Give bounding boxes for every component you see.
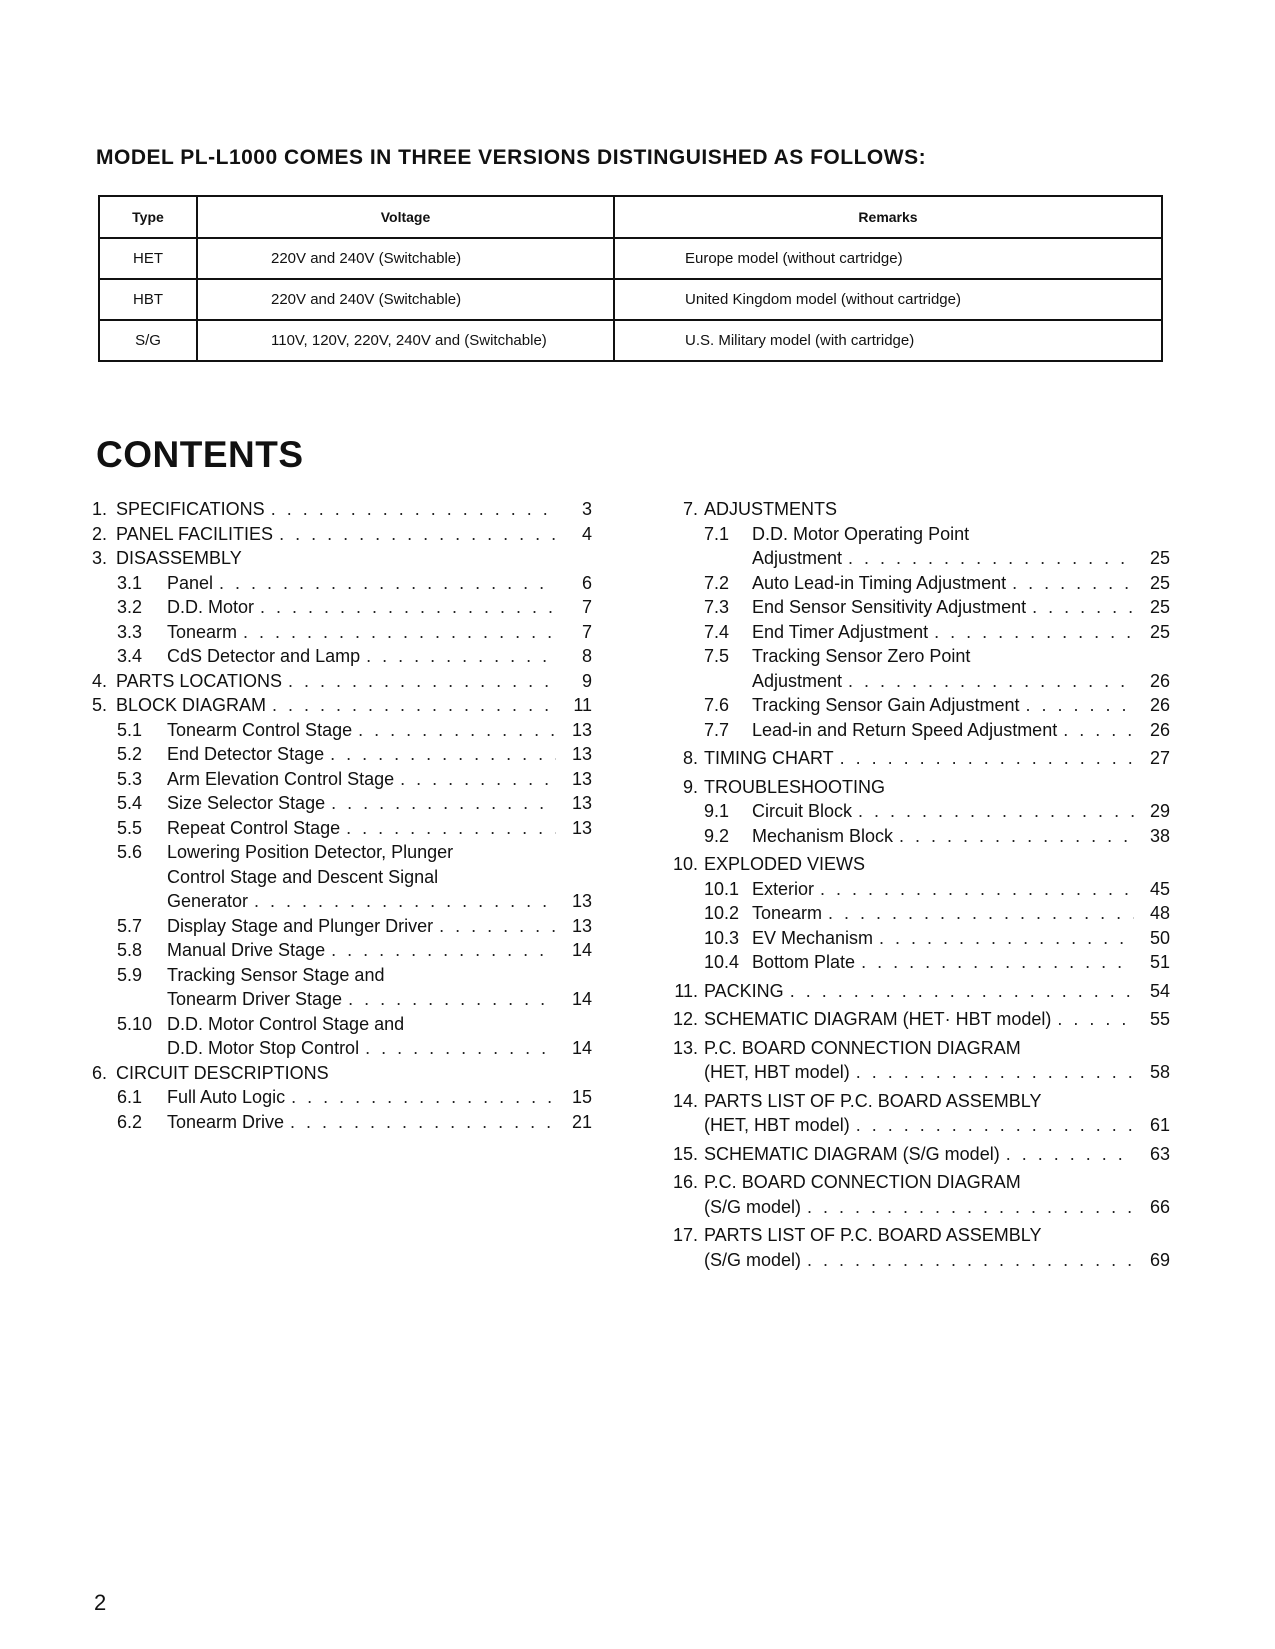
toc-entry-number: 3.1: [117, 572, 143, 593]
toc-entry-title: P.C. BOARD CONNECTION DIAGRAM: [704, 1037, 1021, 1058]
toc-entry-number: 1.: [92, 499, 108, 519]
table-row: [99, 279, 1162, 320]
toc-entry-number: 10.2: [704, 903, 740, 923]
toc-entry-page: 13: [571, 744, 592, 764]
toc-entry-page: 21: [571, 1111, 592, 1132]
toc-entry[interactable]: [660, 926, 1170, 951]
toc-entry-number: 7.4: [704, 621, 730, 642]
toc-entry[interactable]: [92, 1061, 592, 1086]
toc-entry-number: 5.2: [117, 744, 143, 764]
toc-leader-dots: [848, 546, 1134, 571]
toc-entry-page: 13: [571, 915, 592, 936]
toc-entry-number: 5.10: [117, 1013, 153, 1034]
toc-entry-page: 25: [1149, 621, 1170, 642]
toc-entry-title: Panel: [167, 572, 214, 593]
toc-entry[interactable]: [660, 522, 1170, 571]
toc-entry[interactable]: [660, 1223, 1170, 1272]
toc-entry-number: 12.: [672, 1009, 698, 1029]
toc-entry[interactable]: [660, 799, 1170, 824]
toc-leader-dots: [254, 889, 556, 914]
toc-entry-page: 7: [581, 621, 592, 642]
toc-entry-title: Full Auto Logic: [167, 1087, 286, 1107]
toc-entry-title: D.D. Motor Operating Point: [752, 523, 970, 544]
toc-entry-title: TROUBLESHOOTING: [704, 776, 886, 797]
toc-entry[interactable]: [92, 1012, 592, 1061]
toc-leader-dots: [934, 620, 1134, 645]
toc-entry[interactable]: [92, 1085, 592, 1110]
toc-entry-title: BLOCK DIAGRAM: [116, 695, 267, 715]
toc-leader-dots: [1012, 571, 1134, 596]
toc-entry[interactable]: [92, 742, 592, 767]
toc-entry-number: 8.: [682, 748, 698, 768]
toc-entry-title: Tonearm Drive: [167, 1111, 285, 1132]
toc-entry[interactable]: [92, 840, 592, 914]
toc-entry-title: Repeat Control Stage: [167, 817, 341, 838]
toc-entry-title: EXPLODED VIEWS: [704, 854, 866, 874]
toc-entry-number: 13.: [672, 1037, 698, 1058]
toc-entry-number: 9.: [682, 776, 698, 797]
toc-entry-title: Size Selector Stage: [167, 793, 326, 813]
toc-leader-dots: [279, 522, 556, 547]
toc-entry-page: 58: [1149, 1062, 1170, 1082]
toc-leader-dots: [828, 901, 1134, 926]
toc-entry[interactable]: [92, 791, 592, 816]
toc-entry-title: D.D. Motor Control Stage and: [167, 1013, 405, 1034]
toc-entry[interactable]: [660, 620, 1170, 645]
header-type: Type: [99, 196, 197, 238]
toc-entry[interactable]: [92, 546, 592, 571]
cell-remarks: United Kingdom model (without cartridge): [614, 279, 1162, 320]
toc-leader-dots: [366, 644, 556, 669]
toc-entry-number: 3.: [92, 548, 108, 568]
toc-entry-number: 9.2: [704, 825, 730, 846]
toc-entry-number: 7.: [682, 499, 698, 519]
toc-entry-title: Tonearm: [752, 903, 823, 923]
toc-entry-number: 15.: [672, 1143, 698, 1164]
toc-entry[interactable]: [92, 595, 592, 620]
toc-entry-number: 3.3: [117, 621, 143, 642]
toc-entry-page: 3: [581, 499, 592, 519]
toc-entry-number: 10.3: [704, 927, 740, 948]
toc-entry-page: 13: [571, 891, 592, 911]
toc-entry-title-continued: Control Stage and Descent Signal: [167, 866, 439, 887]
toc-entry-page: 13: [571, 768, 592, 789]
toc-entry-number: 4.: [92, 670, 108, 691]
toc-entry-page: 63: [1149, 1143, 1170, 1164]
toc-entry-title: End Detector Stage: [167, 744, 325, 764]
toc-entry-number: 5.8: [117, 940, 143, 960]
toc-entry-number: 5.7: [117, 915, 143, 936]
toc-entry-page: 45: [1149, 878, 1170, 899]
toc-leader-dots: [848, 669, 1134, 694]
page-number: 2: [94, 1590, 107, 1615]
toc-entry-title: SPECIFICATIONS: [116, 499, 265, 519]
toc-entry-title-continued: Generator: [167, 891, 249, 911]
toc-entry-title: Tracking Sensor Zero Point: [752, 646, 971, 666]
toc-leader-dots: [856, 1113, 1134, 1138]
toc-entry-number: 10.: [672, 854, 698, 874]
toc-entry-title-continued: Adjustment: [752, 548, 843, 568]
toc-entry[interactable]: [660, 1089, 1170, 1138]
toc-entry[interactable]: [92, 718, 592, 743]
toc-entry-number: 7.2: [704, 572, 730, 593]
toc-entry-number: 5.3: [117, 768, 143, 789]
toc-entry[interactable]: [92, 669, 592, 694]
toc-entry[interactable]: [660, 979, 1170, 1004]
toc-leader-dots: [291, 1085, 556, 1110]
toc-entry-number: 5.9: [117, 964, 143, 985]
toc-entry-number: 6.1: [117, 1087, 143, 1107]
toc-entry-number: 6.: [92, 1062, 108, 1083]
toc-entry-title: Exterior: [752, 878, 815, 899]
toc-entry-page: 51: [1149, 952, 1170, 972]
toc-entry-number: 16.: [672, 1172, 698, 1192]
toc-entry-number: 7.5: [704, 646, 730, 666]
toc-entry-title: PANEL FACILITIES: [116, 523, 274, 544]
toc-entry-number: 9.1: [704, 801, 730, 821]
toc-leader-dots: [807, 1248, 1134, 1273]
toc-entry-page: 14: [571, 1038, 592, 1058]
toc-entry[interactable]: [92, 620, 592, 645]
toc-entry-title: SCHEMATIC DIAGRAM (S/G model): [704, 1143, 1000, 1164]
toc-entry-page: 4: [581, 523, 592, 544]
toc-entry-title: PARTS LIST OF P.C. BOARD ASSEMBLY: [704, 1225, 1042, 1245]
toc-entry-number: 5.1: [117, 719, 143, 740]
toc-entry-title-continued: D.D. Motor Stop Control: [167, 1038, 360, 1058]
toc-entry-page: 15: [571, 1087, 592, 1107]
toc-leader-dots: [807, 1195, 1134, 1220]
toc-entry-title: Arm Elevation Control Stage: [167, 768, 395, 789]
table-header-row: [99, 196, 1162, 238]
toc-entry-title: TIMING CHART: [704, 748, 834, 768]
cell-voltage: 220V and 240V (Switchable): [197, 238, 614, 279]
toc-entry-title: CdS Detector and Lamp: [167, 646, 361, 666]
toc-entry-title: ADJUSTMENTS: [704, 499, 838, 519]
toc-entry-page: 26: [1149, 670, 1170, 691]
toc-entry-title: Auto Lead-in Timing Adjustment: [752, 572, 1007, 593]
toc-entry[interactable]: [660, 644, 1170, 693]
toc-entry[interactable]: [660, 775, 1170, 800]
toc-entry-title: Mechanism Block: [752, 825, 894, 846]
toc-entry-page: 48: [1149, 903, 1170, 923]
toc-leader-dots: [330, 742, 556, 767]
toc-entry[interactable]: [660, 746, 1170, 771]
toc-leader-dots: [439, 914, 556, 939]
toc-entry-page: 54: [1149, 980, 1170, 1001]
toc-entry-title: Bottom Plate: [752, 952, 856, 972]
toc-leader-dots: [348, 987, 556, 1012]
toc-entry-title: CIRCUIT DESCRIPTIONS: [116, 1062, 329, 1083]
toc-entry[interactable]: [660, 497, 1170, 522]
toc-leader-dots: [331, 938, 556, 963]
toc-entry-number: 17.: [672, 1225, 698, 1245]
toc-entry-page: 26: [1149, 695, 1170, 715]
toc-entry-page: 38: [1149, 825, 1170, 846]
toc-entry-number: 3.4: [117, 646, 143, 666]
toc-entry-page: 27: [1149, 748, 1170, 768]
cell-remarks: Europe model (without cartridge): [614, 238, 1162, 279]
toc-entry-title: D.D. Motor: [167, 597, 255, 617]
toc-leader-dots: [271, 497, 556, 522]
toc-leader-dots: [1006, 1142, 1134, 1167]
toc-leader-dots: [879, 926, 1134, 951]
toc-entry[interactable]: [660, 1170, 1170, 1219]
toc-entry[interactable]: [92, 1110, 592, 1135]
cell-voltage: 110V, 120V, 220V, 240V and (Switchable): [197, 320, 614, 361]
toc-entry-title: PARTS LIST OF P.C. BOARD ASSEMBLY: [704, 1090, 1042, 1111]
toc-leader-dots: [899, 824, 1134, 849]
toc-leader-dots: [858, 799, 1134, 824]
toc-entry[interactable]: [660, 571, 1170, 596]
toc-entry-title: Lowering Position Detector, Plunger: [167, 842, 454, 862]
header-remarks: Remarks: [614, 196, 1162, 238]
toc-entry-title: Tonearm Control Stage: [167, 719, 353, 740]
toc-entry[interactable]: [660, 877, 1170, 902]
toc-entry-title-continued: Adjustment: [752, 670, 843, 691]
toc-leader-dots: [243, 620, 556, 645]
toc-entry[interactable]: [660, 824, 1170, 849]
toc-entry-title: End Timer Adjustment: [752, 621, 929, 642]
cell-voltage: 220V and 240V (Switchable): [197, 279, 614, 320]
toc-entry-title: EV Mechanism: [752, 927, 874, 948]
toc-entry[interactable]: [660, 1142, 1170, 1167]
toc-entry[interactable]: [92, 963, 592, 1012]
cell-type: HBT: [99, 279, 197, 320]
toc-entry-number: 7.1: [704, 523, 730, 544]
toc-leader-dots: [290, 1110, 556, 1135]
toc-entry-page: 25: [1149, 548, 1170, 568]
versions-heading: MODEL PL-L1000 COMES IN THREE VERSIONS DISTINGUISHED AS FOLLOWS:: [96, 146, 927, 169]
toc-entry-title: DISASSEMBLY: [116, 548, 242, 568]
toc-entry-page: 11: [573, 695, 592, 715]
toc-entry[interactable]: [660, 901, 1170, 926]
toc-entry-page: 9: [581, 670, 592, 691]
toc-entry-number: 3.2: [117, 597, 143, 617]
toc-entry-title: P.C. BOARD CONNECTION DIAGRAM: [704, 1172, 1021, 1192]
toc-entry-page: 55: [1149, 1009, 1170, 1029]
toc-entry-title: PARTS LOCATIONS: [116, 670, 283, 691]
toc-entry-number: 5.6: [117, 842, 143, 862]
toc-entry[interactable]: [660, 595, 1170, 620]
toc-entry-number: 10.4: [704, 952, 740, 972]
toc-entry[interactable]: [92, 816, 592, 841]
toc-entry-title-continued: (S/G model): [704, 1249, 802, 1270]
toc-entry-title: Tracking Sensor Gain Adjustment: [752, 695, 1020, 715]
toc-entry[interactable]: [92, 914, 592, 939]
toc-entry-page: 8: [581, 646, 592, 666]
toc-entry-title-continued: (HET, HBT model): [704, 1062, 850, 1082]
toc-left-column: [92, 497, 592, 1134]
toc-entry-title-continued: Tonearm Driver Stage: [167, 989, 343, 1009]
versions-table: [98, 195, 1163, 362]
toc-leader-dots: [219, 571, 556, 596]
toc-entry-number: 5.4: [117, 793, 143, 813]
toc-leader-dots: [840, 746, 1134, 771]
toc-entry-page: 6: [581, 572, 592, 593]
toc-entry-number: 10.1: [704, 878, 740, 899]
toc-entry-page: 26: [1149, 719, 1170, 740]
toc-entry-page: 14: [571, 940, 592, 960]
toc-entry[interactable]: [660, 1007, 1170, 1032]
toc-entry-number: 5.5: [117, 817, 143, 838]
toc-leader-dots: [861, 950, 1134, 975]
toc-entry-number: 14.: [672, 1090, 698, 1111]
toc-entry-title: SCHEMATIC DIAGRAM (HET· HBT model): [704, 1009, 1052, 1029]
toc-leader-dots: [288, 669, 556, 694]
toc-entry-number: 6.2: [117, 1111, 143, 1132]
toc-entry[interactable]: [92, 522, 592, 547]
toc-leader-dots: [331, 791, 556, 816]
toc-entry-page: 66: [1149, 1196, 1170, 1217]
toc-leader-dots: [260, 595, 556, 620]
toc-entry-title: Manual Drive Stage: [167, 940, 326, 960]
toc-entry-page: 61: [1149, 1115, 1170, 1135]
toc-leader-dots: [1025, 693, 1134, 718]
toc-entry[interactable]: [660, 718, 1170, 743]
toc-entry-number: 5.: [92, 695, 108, 715]
table-row: [99, 238, 1162, 279]
toc-right-column: [660, 497, 1170, 1272]
cell-type: HET: [99, 238, 197, 279]
toc-entry-number: 7.7: [704, 719, 730, 740]
toc-leader-dots: [1063, 718, 1134, 743]
toc-leader-dots: [365, 1036, 556, 1061]
toc-entry-page: 13: [571, 793, 592, 813]
toc-entry-page: 14: [571, 989, 592, 1009]
toc-entry[interactable]: [660, 693, 1170, 718]
toc-leader-dots: [358, 718, 556, 743]
contents-title: CONTENTS: [96, 434, 304, 475]
toc-entry[interactable]: [92, 497, 592, 522]
toc-entry-title: Tracking Sensor Stage and: [167, 964, 385, 985]
toc-entry-number: 7.3: [704, 597, 730, 617]
toc-entry[interactable]: [660, 1036, 1170, 1085]
toc-entry-page: 25: [1149, 597, 1170, 617]
toc-entry-number: 11.: [674, 980, 698, 1001]
toc-entry-page: 29: [1149, 801, 1170, 821]
toc-leader-dots: [1032, 595, 1134, 620]
toc-entry-title: Lead-in and Return Speed Adjustment: [752, 719, 1058, 740]
toc-entry[interactable]: [92, 693, 592, 718]
toc-entry-number: 7.6: [704, 695, 730, 715]
toc-entry-title: Display Stage and Plunger Driver: [167, 915, 434, 936]
toc-entry-page: 50: [1149, 927, 1170, 948]
table-row: [99, 320, 1162, 361]
toc-entry-page: 25: [1149, 572, 1170, 593]
cell-remarks: U.S. Military model (with cartridge): [614, 320, 1162, 361]
toc-leader-dots: [400, 767, 556, 792]
toc-leader-dots: [820, 877, 1134, 902]
toc-entry-page: 69: [1149, 1249, 1170, 1270]
toc-entry-title-continued: (HET, HBT model): [704, 1115, 850, 1135]
toc-entry[interactable]: [660, 852, 1170, 877]
toc-leader-dots: [272, 693, 556, 718]
toc-leader-dots: [346, 816, 556, 841]
header-voltage: Voltage: [197, 196, 614, 238]
toc-entry-title: Tonearm: [167, 621, 238, 642]
toc-entry[interactable]: [92, 767, 592, 792]
toc-leader-dots: [790, 979, 1134, 1004]
toc-entry-title: PACKING: [704, 980, 784, 1001]
cell-type: S/G: [99, 320, 197, 361]
toc-entry-page: 7: [581, 597, 592, 617]
toc-entry-title: Circuit Block: [752, 801, 853, 821]
toc-entry-number: 2.: [92, 523, 108, 544]
toc-leader-dots: [856, 1060, 1134, 1085]
toc-entry-page: 13: [571, 719, 592, 740]
toc-entry[interactable]: [660, 950, 1170, 975]
toc-leader-dots: [1057, 1007, 1134, 1032]
toc-entry-title: End Sensor Sensitivity Adjustment: [752, 597, 1027, 617]
toc-entry[interactable]: [92, 571, 592, 596]
toc-entry[interactable]: [92, 938, 592, 963]
toc-entry-title-continued: (S/G model): [704, 1196, 802, 1217]
toc-entry-page: 13: [571, 817, 592, 838]
toc-entry[interactable]: [92, 644, 592, 669]
